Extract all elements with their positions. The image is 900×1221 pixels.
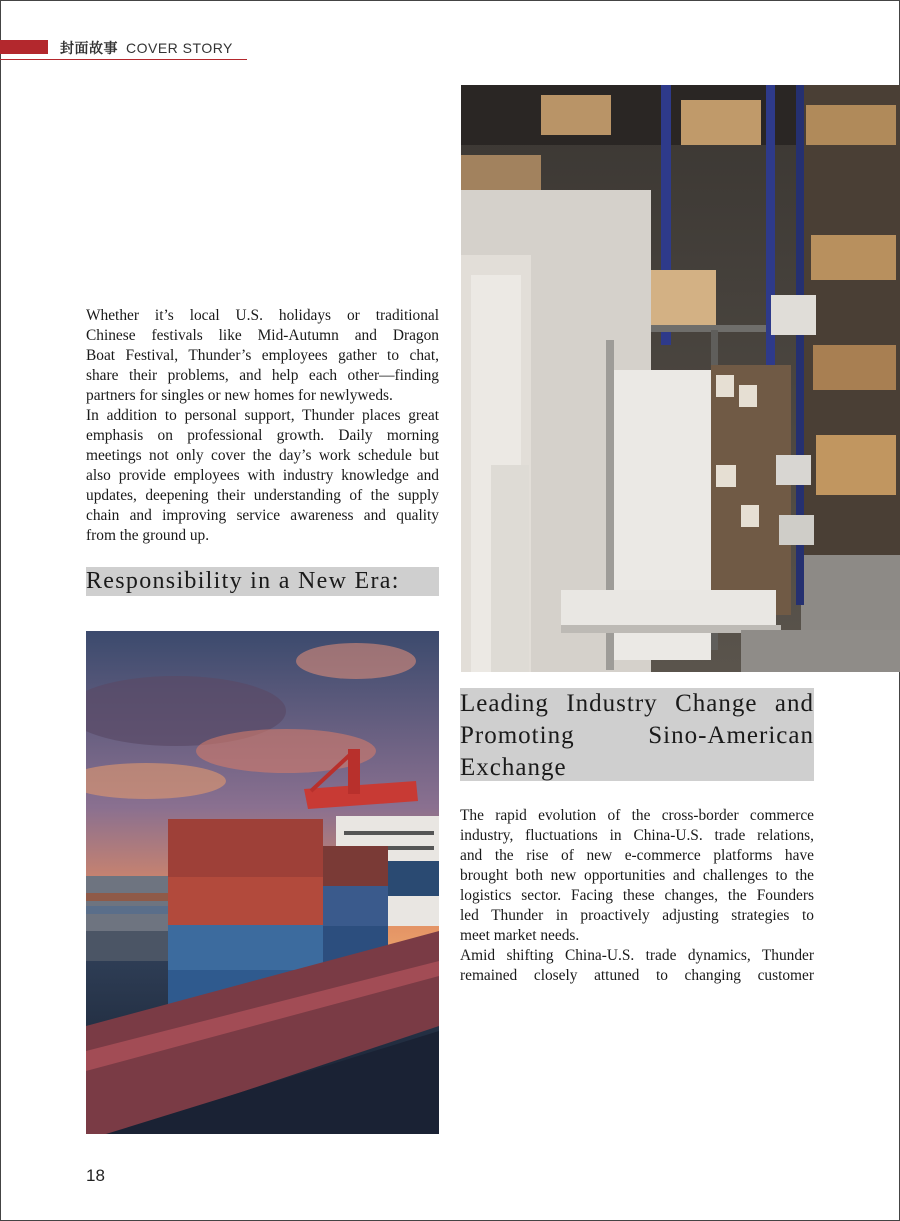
text-line: brought both new opportunities and challenges to the (460, 867, 814, 884)
text-line: updates, deepening their understanding of the supply (86, 487, 439, 504)
text-line: In addition to personal support, Thunder places great (86, 407, 439, 424)
text-line: emphasis on professional growth. Daily morning (86, 427, 439, 444)
text-line: Amid shifting China-U.S. trade dynamics, Thunder (460, 947, 814, 964)
heading-line: Exchange (460, 754, 567, 781)
text-line: chain and improving service awareness and quality (86, 507, 439, 524)
text-line: The rapid evolution of the cross-border commerce (460, 807, 814, 824)
section-title-en: COVER STORY (126, 40, 233, 56)
heading-line: Leading Industry Change and (460, 690, 814, 717)
header-accent-bar (0, 40, 48, 54)
text-line: industry, fluctuations in China-U.S. trade relations, (460, 827, 814, 844)
heading-responsibility: Responsibility in a New Era: (86, 567, 439, 596)
header-rule (0, 59, 247, 60)
text-line: meetings not only cover the day’s work schedule but (86, 447, 439, 464)
text-line: meet market needs. (460, 927, 580, 944)
section-header (60, 38, 233, 58)
text-line: led Thunder in proactively adjusting strategies to (460, 907, 814, 924)
text-line: Chinese festivals like Mid-Autumn and Dragon (86, 327, 439, 344)
section-title-cn: 封面故事 (60, 40, 118, 56)
paragraph-evolution (460, 806, 814, 986)
text-line: and the rise of new e-commerce platforms have (460, 847, 814, 864)
text-line: logistics sector. Facing these changes, the Founders (460, 887, 814, 904)
warehouse-photo (461, 85, 900, 672)
text-line: remained closely attuned to changing customer (460, 967, 814, 984)
paragraph-holidays (86, 306, 439, 546)
text-line: also provide employees with industry knowledge and (86, 467, 439, 484)
text-line: Boat Festival, Thunder’s employees gather to chat, (86, 347, 439, 364)
heading-leading-change (460, 688, 814, 781)
text-line: partners for singles or new homes for newlyweds. (86, 387, 393, 404)
heading-line: Promoting Sino-American (460, 722, 814, 749)
page-number: 18 (86, 1166, 105, 1185)
text-line: Whether it’s local U.S. holidays or traditional (86, 307, 439, 324)
text-line: share their problems, and help each other—finding (86, 367, 439, 384)
text-line: from the ground up. (86, 527, 210, 544)
container-ship-photo (86, 631, 439, 1134)
